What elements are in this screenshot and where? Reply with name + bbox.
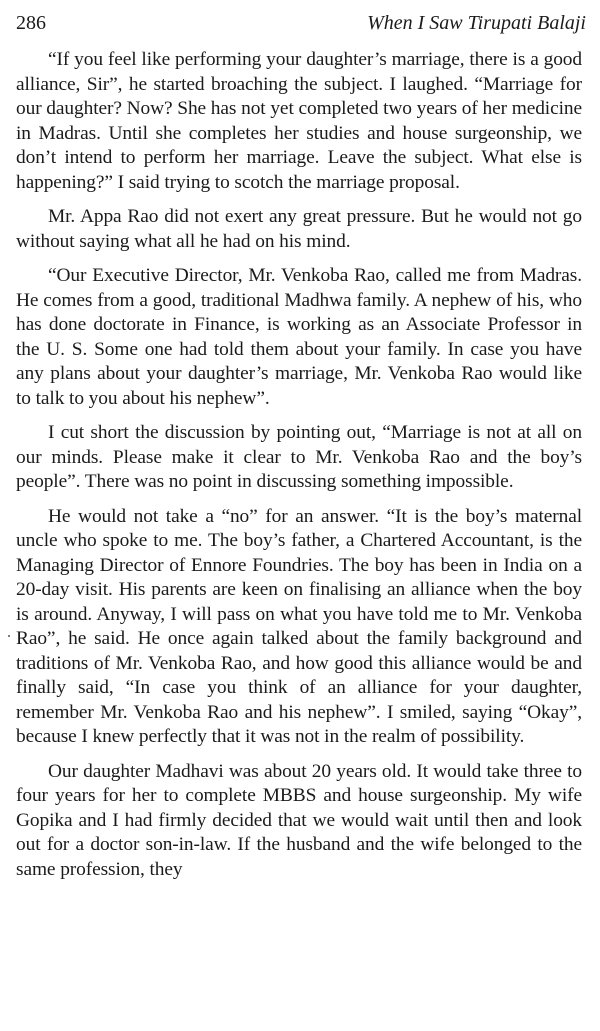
paragraph-5: He would not take a “no” for an answer. “It is the boy’s maternal uncle who spoke to me. The boy’s father, a Chartered Accountant, is the Managing Director of Ennore Foundries. The boy has been in India on a 20-day visit. His parents are keen on finalising an alliance when the boy is around. Anyway, I will pass on what you have told me to Mr. Venkoba Rao”, he said. He once again talked about the family background and traditions of Mr. Venkoba Rao, and how good this alliance would be and finally said, “In case you think of an alliance for your daughter, remember Mr. Venkoba Rao and his nephew”. I smiled, saying “Okay”, because I knew perfectly that it was not in the realm of possibility. xyxy=(16,505,582,747)
page-number: 286 xyxy=(16,12,46,34)
paragraph-2: Mr. Appa Rao did not exert any great pressure. But he would not go without saying what all he had on his mind. xyxy=(16,206,582,252)
page-header xyxy=(16,10,586,36)
paragraph-3: “Our Executive Director, Mr. Venkoba Rao, called me from Madras. He comes from a good, traditional Madhwa family. A nephew of his, who has done doctorate in Finance, is working as an Associate Professor in the U. S. Some one had told them about your family. In case you have any plans about your daughter’s marriage, Mr. Venkoba Rao would like to talk to you about his nephew”. xyxy=(16,265,582,409)
paragraph-4: I cut short the discussion by pointing out, “Marriage is not at all on our minds. Please make it clear to Mr. Venkoba Rao and the boy’s people”. There was no point in discussing something impossible. xyxy=(16,422,582,492)
paragraph-6: Our daughter Madhavi was about 20 years old. It would take three to four years for her to complete MBBS and house surgeonship. My wife Gopika and I had firmly decided that we would wait until then and look out for a doctor son-in-law. If the husband and the wife belonged to the same profession, they xyxy=(16,760,582,880)
paragraph-1: “If you feel like performing your daughter’s marriage, there is a good alliance, Sir”, he started broaching the subject. I laughed. “Marriage for our daughter? Now? She has not yet completed two years of her medicine in Madras. Until she completes her studies and house surgeonship, we don’t intend to perform her marriage. Leave the subject. What else is happening?” I said trying to scotch the marriage proposal. xyxy=(16,49,582,193)
margin-mark xyxy=(8,635,10,637)
running-title: When I Saw Tirupati Balaji xyxy=(367,12,586,34)
body-text xyxy=(16,48,582,882)
